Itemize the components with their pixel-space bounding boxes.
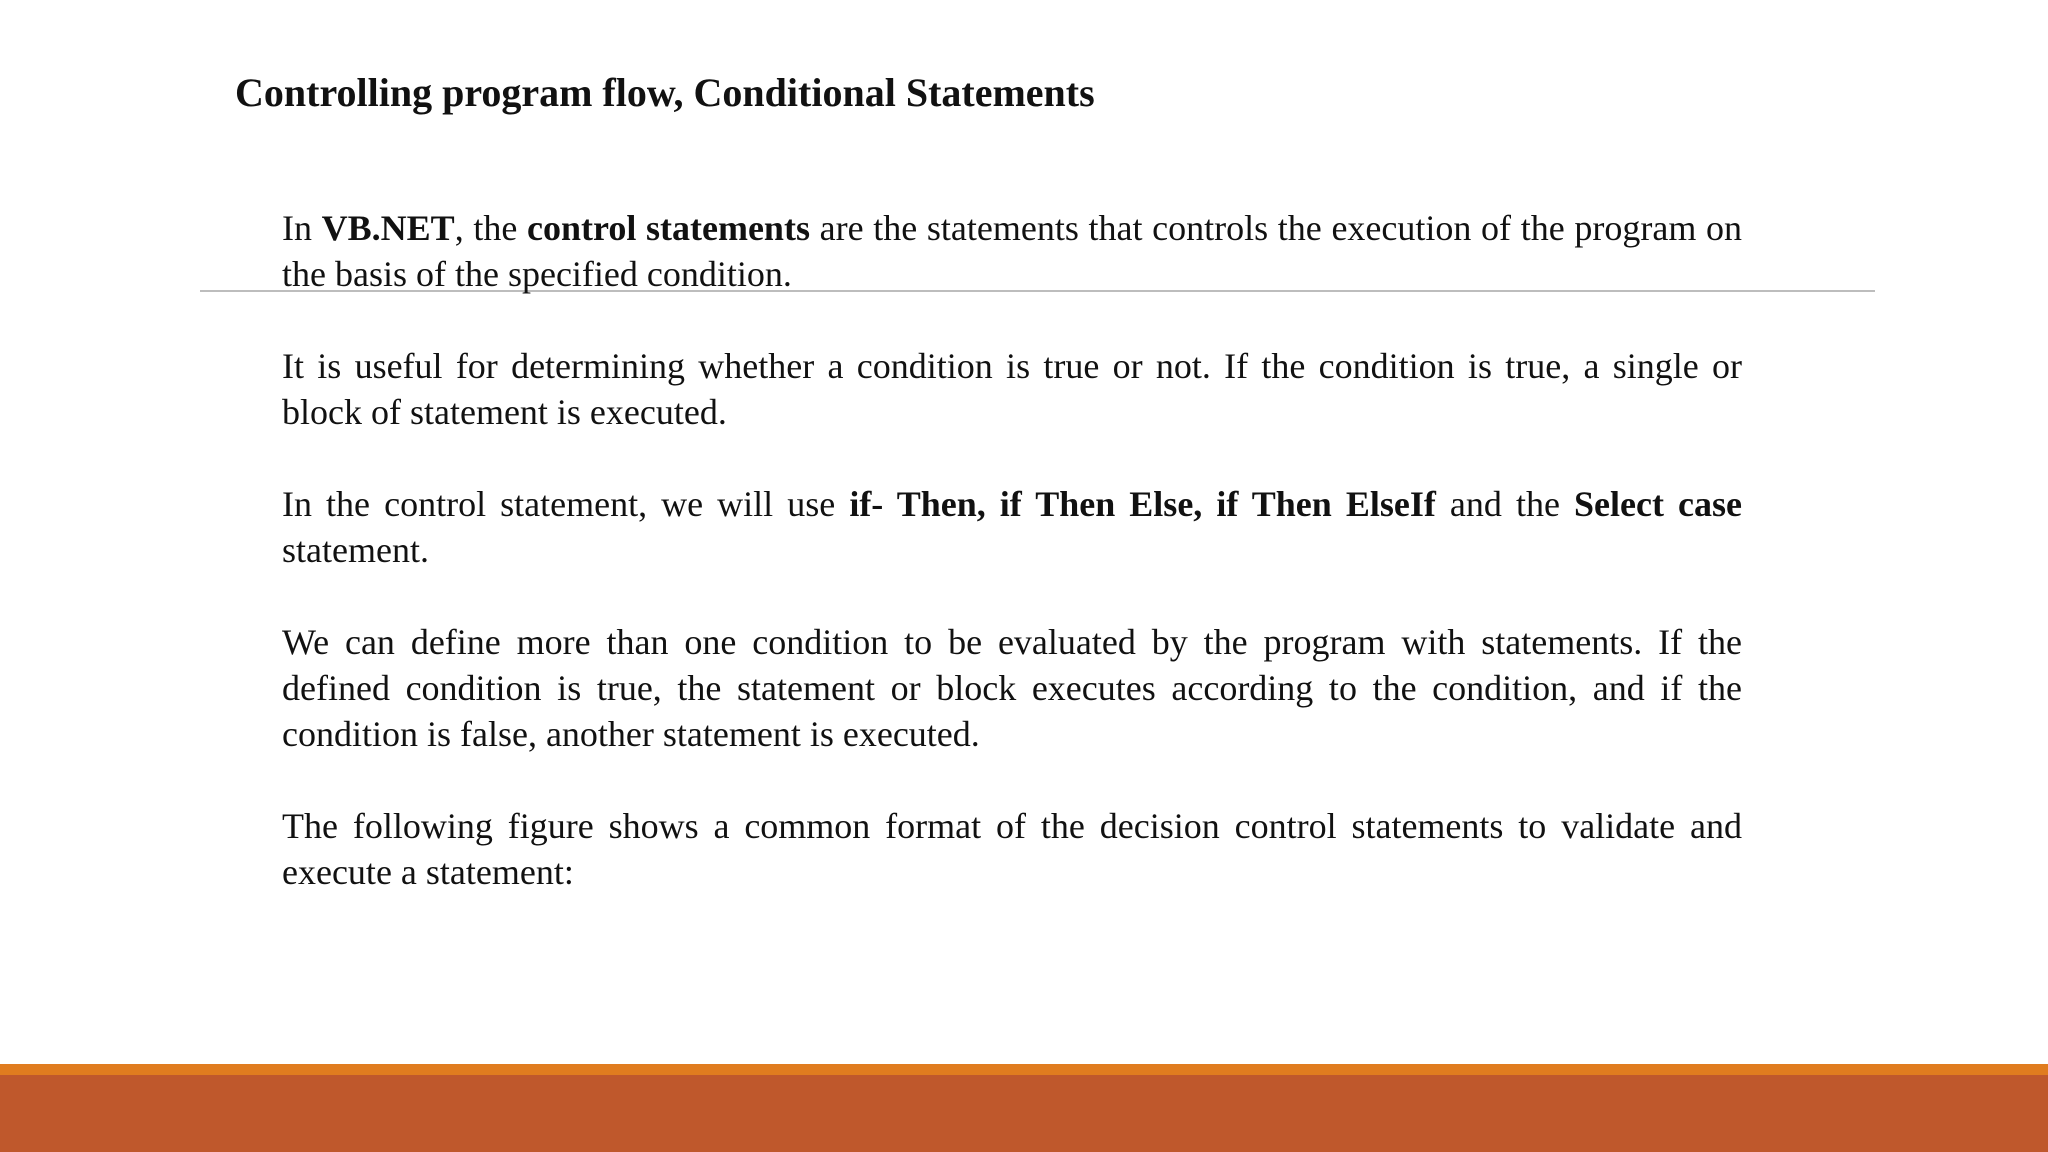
body-paragraph bbox=[282, 343, 1742, 435]
paragraph-text: We can define more than one condition to be evaluated by the program with statements. If the defined condition is true, the statement or block executes according to the condition, and if the condition is false, another statement is executed. bbox=[282, 622, 1742, 754]
body-paragraph bbox=[282, 619, 1742, 757]
body-paragraph bbox=[282, 481, 1742, 573]
footer-bar bbox=[0, 1075, 2048, 1152]
body-paragraph bbox=[282, 803, 1742, 895]
bold-term: Select case bbox=[1574, 484, 1742, 524]
paragraph-text: are the statements that controls the execution of the program on the basis of the specified condition. bbox=[282, 208, 1742, 294]
paragraph-text: It is useful for determining whether a condition is true or not. If the condition is true, a single or block of statement is executed. bbox=[282, 346, 1742, 432]
body-paragraph bbox=[282, 205, 1742, 297]
bold-term: if- Then, if Then Else, if Then ElseIf bbox=[849, 484, 1436, 524]
paragraph-text: In the control statement, we will use bbox=[282, 484, 850, 524]
paragraph-text: , the bbox=[454, 208, 528, 248]
paragraph-text: and the bbox=[1435, 484, 1575, 524]
paragraph-text: In bbox=[282, 208, 322, 248]
bold-term: VB.NET bbox=[321, 208, 455, 248]
paragraph-text: The following figure shows a common format of the decision control statements to validate and execute a statement: bbox=[282, 806, 1742, 892]
footer-accent-stripe bbox=[0, 1064, 2048, 1075]
slide-title: Controlling program flow, Conditional Statements bbox=[235, 70, 1095, 115]
slide-body bbox=[282, 205, 1742, 941]
paragraph-text: statement. bbox=[282, 530, 429, 570]
bold-term: control statements bbox=[527, 208, 810, 248]
